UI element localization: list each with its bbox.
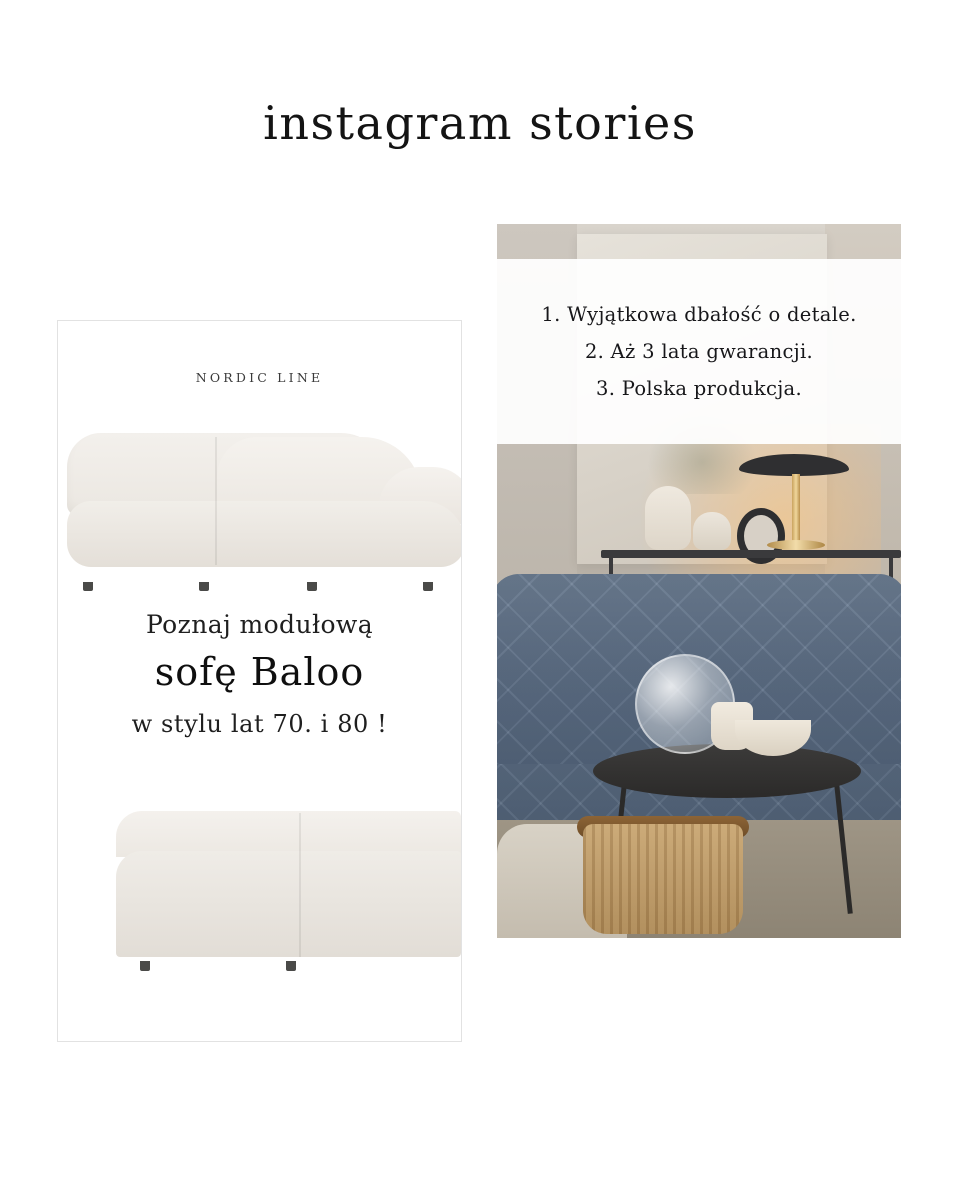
headline-line-1: Poznaj modułową xyxy=(145,610,374,639)
table-lamp-base xyxy=(767,540,825,550)
rattan-basket xyxy=(583,824,743,934)
bench-body xyxy=(116,851,461,957)
sofa-leg xyxy=(83,582,93,591)
brand-logo-text: NORDIC LINE xyxy=(195,370,324,385)
sofa-leg xyxy=(199,582,209,591)
bench-illustration xyxy=(116,811,461,971)
bench-leg xyxy=(140,961,150,971)
sofa-seat xyxy=(67,501,462,567)
product-image-sofa xyxy=(58,411,461,611)
bench-leg xyxy=(286,961,296,971)
product-image-bench xyxy=(58,791,461,991)
ceramic-vase-small xyxy=(693,512,731,550)
ceramic-vase xyxy=(645,486,691,550)
console-table-top xyxy=(601,550,901,558)
sofa-module-seam xyxy=(215,437,217,565)
story-card-left[interactable] xyxy=(57,320,462,1042)
sofa-illustration xyxy=(67,433,435,583)
benefit-item-2: 2. Aż 3 lata gwarancji. xyxy=(584,339,814,363)
benefits-overlay xyxy=(497,259,901,444)
benefit-item-3: 3. Polska produkcja. xyxy=(596,377,802,401)
benefit-item-1: 1. Wyjątkowa dbałość o detale. xyxy=(541,302,857,326)
page-title: instagram stories xyxy=(263,96,697,150)
coffee-table-top xyxy=(593,744,861,798)
table-lamp-stem xyxy=(792,474,800,546)
headline-line-2: sofę Baloo xyxy=(154,650,365,695)
headline-line-3: w stylu lat 70. i 80 ! xyxy=(131,710,388,739)
story-card-right[interactable] xyxy=(497,224,901,938)
sofa-leg xyxy=(423,582,433,591)
sofa-leg xyxy=(307,582,317,591)
headline-block xyxy=(58,609,461,739)
bench-module-seam xyxy=(299,813,301,957)
